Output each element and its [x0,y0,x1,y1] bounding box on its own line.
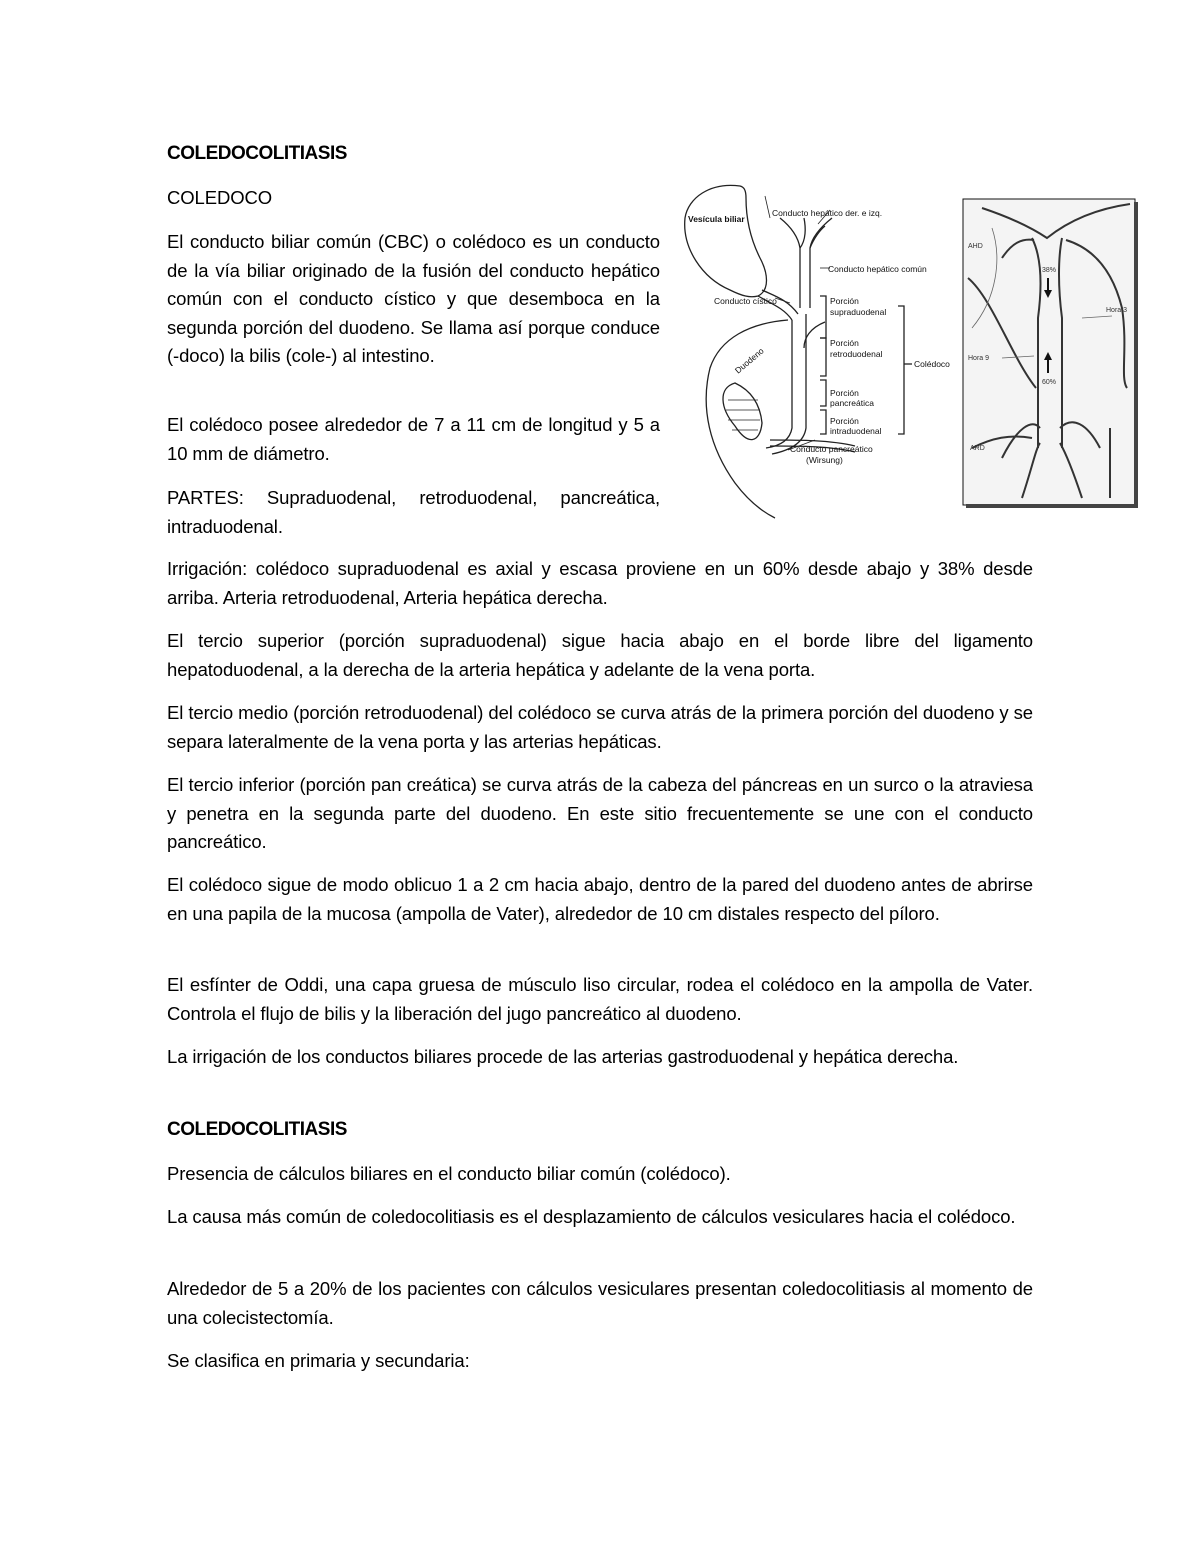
label-ahd: AHD [968,243,983,250]
label-retro-1: Porción [830,338,859,348]
label-pct-top: 38% [1042,267,1057,274]
label-retro-2: retroduodenal [830,349,883,359]
label-intra-1: Porción [830,416,859,426]
body-paragraph-3: El tercio medio (porción retroduodenal) del colédoco se curva atrás de la primera porción del duodeno y se separa lateralmente de la vena porta y las arterias hepáticas. [167,702,1033,752]
biliary-anatomy-figure [680,178,965,523]
label-hora3: Hora 3 [1106,307,1128,314]
body-paragraph-5: El colédoco sigue de modo oblicuo 1 a 2 cm hacia abajo, dentro de la pared del duodeno antes de abrirse en una papila de la mucosa (ampolla de Vater), alrededor de 10 cm distales respecto del píloro. [167,874,1033,924]
label-wirsung-2: (Wirsung) [806,455,843,465]
label-panc-2: pancreática [830,398,874,408]
label-supra-2: supraduodenal [830,307,887,317]
closing-paragraph-3: Alrededor de 5 a 20% de los pacientes con cálculos vesiculares presentan coledocolitiasis al momento de una colecistectomía. [167,1278,1033,1328]
body-paragraph-1: Irrigación: colédoco supraduodenal es axial y escasa proviene en un 60% desde abajo y 38% desde arriba. Arteria retroduodenal, Arteria hepática derecha. [167,558,1033,608]
label-coledoco: Colédoco [914,359,950,369]
label-vesicula: Vesícula biliar [688,214,745,224]
closing-paragraph-2: La causa más común de coledocolitiasis es el desplazamiento de cálculos vesiculares hacia el colédoco. [167,1206,1016,1227]
label-duodeno: Duodeno [732,345,766,376]
body-paragraph-2: El tercio superior (porción supraduodenal) sigue hacia abajo en el borde libre del ligamento hepatoduodenal, a la derecha de la arteria hepática y adelante de la vena porta. [167,630,1033,680]
label-hepatico-der-izq: Conducto hepático der. e izq. [772,208,883,218]
label-pct-bottom: 60% [1042,379,1057,386]
subheading: COLEDOCO [167,187,273,208]
label-ard: ARD [970,445,985,452]
page-title: COLEDOCOLITIASIS [167,143,347,164]
label-cistico: Conducto cístico [714,296,777,306]
body-paragraph-7: La irrigación de los conductos biliares procede de las arterias gastroduodenal y hepática derecha. [167,1046,959,1067]
body-paragraph-6: El esfínter de Oddi, una capa gruesa de músculo liso circular, rodea el colédoco en la ampolla de Vater. Controla el flujo de bilis y la liberación del jugo pancreático al duodeno. [167,974,1033,1024]
label-intra-2: intraduodenal [830,426,882,436]
label-supra-1: Porción [830,296,859,306]
label-wirsung-1: Conducto pancreático [790,444,873,454]
label-hepatico-comun: Conducto hepático común [828,264,927,274]
intro-paragraph-3: PARTES: Supraduodenal, retroduodenal, pancreática, intraduodenal. [167,487,660,537]
label-hora9: Hora 9 [968,355,990,362]
label-panc-1: Porción [830,388,859,398]
body-paragraph-4: El tercio inferior (porción pan creática) se curva atrás de la cabeza del páncreas en un surco o la atraviesa y penetra en la segunda parte del duodeno. En este sitio frecuentemente se une con el conducto pancreático. [167,774,1033,852]
irrigation-diagram [962,198,1140,510]
intro-paragraph-2: El colédoco posee alrededor de 7 a 11 cm de longitud y 5 a 10 mm de diámetro. [167,414,660,464]
intro-paragraph-1: El conducto biliar común (CBC) o colédoco es un conducto de la vía biliar originado de la fusión del conducto hepático común con el conducto cístico y que desemboca en la segunda porción del duodeno. Se llama así porque conduce (-doco) la bilis (cole-) al intestino. [167,231,660,366]
irrigation-figure [962,198,1140,510]
closing-paragraph-4: Se clasifica en primaria y secundaria: [167,1350,470,1371]
section-heading: COLEDOCOLITIASIS [167,1119,347,1140]
biliary-anatomy-diagram [680,178,965,523]
closing-paragraph-1: Presencia de cálculos biliares en el conducto biliar común (colédoco). [167,1163,731,1184]
